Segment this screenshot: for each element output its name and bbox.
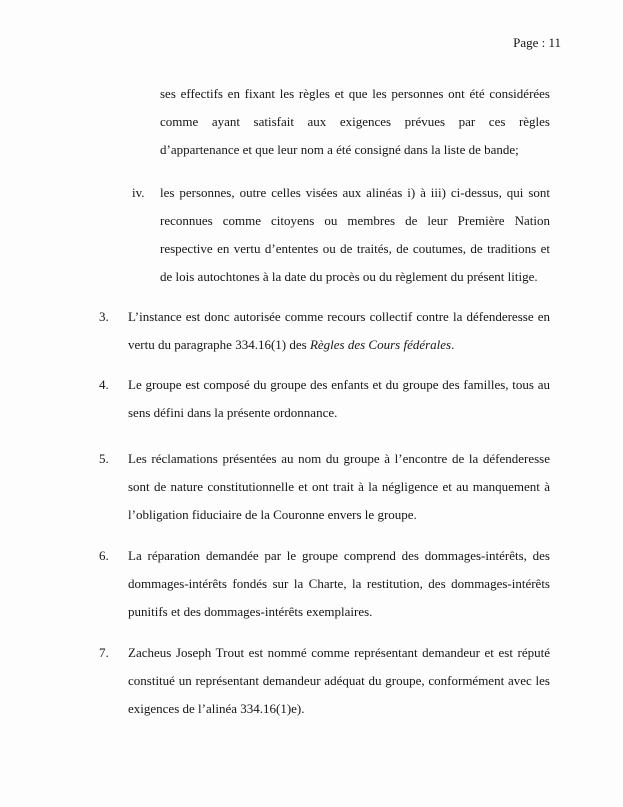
paragraph-6-text: La réparation demandée par le groupe comprend des dommages-intérêts, des dommages-intérêts fondés sur la Charte, la restitution, des dommages-intérêts punitifs et des dommages-intérêts exemplaires. (128, 548, 550, 619)
paragraph-4-text: Le groupe est composé du groupe des enfants et du groupe des familles, tous au sens défini dans la présente ordonnance. (128, 377, 550, 420)
paragraph-7-number: 7. (99, 645, 109, 660)
paragraph-3 (99, 303, 550, 359)
paragraph-6-number: 6. (99, 548, 109, 563)
paragraph-5 (99, 445, 550, 529)
paragraph-4-number: 4. (99, 377, 109, 392)
paragraph-5-text: Les réclamations présentées au nom du groupe à l’encontre de la défenderesse sont de nature constitutionnelle et ont trait à la négligence et au manquement à l’obligation fiduciaire de la Couronne envers le groupe. (128, 451, 550, 522)
paragraph-iii-continuation: ses effectifs en fixant les règles et que les personnes ont été considérées comme ayant satisfait aux exigences prévues par ces règles d’appartenance et que leur nom a été consigné dans la liste de bande; (160, 86, 550, 157)
paragraph-3-citation: Règles des Cours fédérales (309, 337, 452, 352)
page-number: Page : 11 (513, 35, 561, 50)
paragraph-4 (99, 371, 550, 427)
paragraph-6 (99, 542, 550, 626)
list-item-iv (132, 179, 550, 291)
paragraph-3-text-end: . (451, 337, 455, 352)
paragraph-3-number: 3. (99, 309, 109, 324)
list-item-iv-text: les personnes, outre celles visées aux alinéas i) à iii) ci-dessus, qui sont reconnues comme citoyens ou membres de leur Première Nation respective en vertu d’ententes ou de traités, de coutumes, de traditions et de lois autochtones à la date du procès ou du règlement du présent litige. (160, 185, 550, 284)
paragraph-3-text: L’instance est donc autorisée comme recours collectif contre la défenderesse en vertu du paragraphe 334.16(1) des (128, 309, 550, 352)
paragraph-7 (99, 639, 550, 723)
list-item-iv-marker: iv. (132, 185, 145, 200)
paragraph-7-text: Zacheus Joseph Trout est nommé comme représentant demandeur et est réputé constitué un représentant demandeur adéquat du groupe, conformément avec les exigences de l’alinéa 334.16(1)e). (128, 645, 550, 716)
paragraph-5-number: 5. (99, 451, 109, 466)
